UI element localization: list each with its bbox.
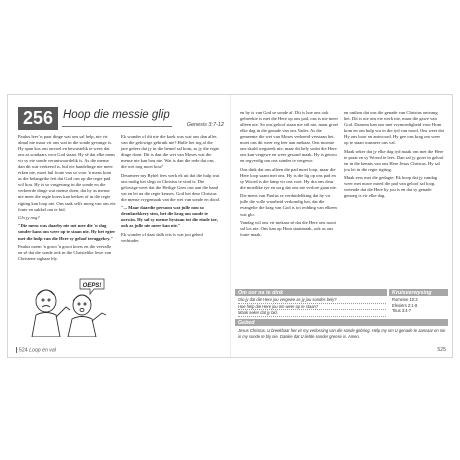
right-column-1 (240, 110, 339, 262)
speech-bubble-text: OEPS! (82, 283, 102, 289)
left-column-2 (121, 134, 220, 328)
man-figure (32, 290, 70, 337)
reflection-question: Hoe help die Here jou om weer op te staan? (238, 304, 386, 311)
body-paragraph: Maak eers met die gedagte: Ek hoop dat jy vandag weer met nuwe moed die pad van geloof sal loop, wetende dat die Here by jou is en dat sy genade genoeg is vir elke dag. (344, 175, 437, 199)
cross-reference: Efesiërs 2:1-8 (392, 302, 418, 308)
scripture-reference: Genesis 3:7-12 (186, 122, 224, 128)
body-paragraph: "... Maar daardie persoon wat julle nou so dronknekkery sien, het die krag om sonde te oorwin. Hy sal sy mense bystaan tot die einde toe, ook as julle nie meer kan nie." (121, 205, 218, 229)
devotion-number: 256 (18, 107, 58, 130)
body-paragraph: Ek wonder of dit nie die koek was wat ons dan alles van die gelowige gebruik nie? Hulle het tog al die jare geleer dat jy in die hemel sal kom, as jy die regte dinge doen. Dit is dan die wet van Moses wat die mense nie kan hou nie. Wat is dan die rede dat ons die wet nog moet hou? (121, 134, 220, 170)
book-spread (8, 95, 452, 357)
body-paragraph: Ek wonder of daar dalk iets is wat jou gebed verhinder. (121, 231, 203, 243)
body-paragraph: Deurmeer my Bybel lees werk ek uit dat die hulp wat ons nodig het slegs in Christus te vind is. Die gelowige weet dat die Heilige Gees ons aan die hand vat en lei na die regte keuses. God het deur Christus die mense vrygemaak van die wet van sonde en dood. (121, 172, 220, 202)
body-paragraph: Die mens van Paulus se verduideliking dat hy vir julle die volle waarheid verkondig het, dat die evangelie die krag van God is tot redding van elkeen wat glo. (240, 193, 337, 217)
prayer-heading: Gebed (235, 319, 448, 326)
reflection-questions (238, 297, 386, 317)
cartoon-illustration (22, 277, 110, 337)
reflection-heading: Om oor na te dink (235, 289, 387, 296)
body-paragraph: Vandag wil ons vir mekaar sê dat die Here ons nooit sal los nie. Ons kan op Hom staatmaak, ook as ons foute maak. (240, 219, 336, 238)
body-paragraph: Paulus leer 'n paar dinge wat ons sal help, nie vir almal nie maar vir ons wat in die sonde gevange is. Hy span kos om onvoel en bewustelik te wees dat ons as sondaars voor God staan. Hy sê dat elke mens vir sy eie sonde verantwoordelik is. As die mense dan dit wat verkeerd is, hul eie handelinge nie meer erken nie, moet hul foute van so voor 'n mens kom as die belangrike feit dat God ons op die regte pad wil hou. Hy is so vasgevang in die sonde en die verkeerde dinge wat mense doen, dat hy as mense nie meer die regte koers kan herken of in die regte rigting kan loop nie. Ons raak selfs moeg van ons eie foute en sukkel om te bid. (18, 134, 116, 212)
cross-reference-heading: Kruisverwysing (389, 289, 448, 296)
reflection-question: Glo jy dat die Here jou vergewe as jy jou sondes bely? (238, 297, 386, 304)
reflection-question: Maak seker dat jy bid. (238, 310, 386, 317)
prayer-text: Jesus Christus, U breekbaar het vir my verlossing van die sonde gebring. Help my om U genade te aanvaar en nie in my sonde te bly nie. Dankie dat U liefde sonder grense is. Amen. (238, 328, 446, 339)
body-paragraph: "Die mens was daarby nie net mee die 'n slag sonder kans om weer op te staan nie. Hy het egter met die hulp van die Here sy geloof teruggekry." (18, 223, 116, 241)
left-folio (14, 347, 56, 353)
body-paragraph: Ons dink dat ons alleen die pad moet loop, maar die Here loop saam met ons. Hy is die lig op ons pad en sy Woord is die lamp vir ons voet. Hy dra ons deur die moeilike tye en sorg dat ons nie verlore gaan nie. (240, 166, 337, 190)
left-page-number: 524 (19, 347, 28, 353)
right-folio (437, 347, 446, 353)
cross-reference-list (392, 297, 448, 314)
body-paragraph: Glo jy nog? (18, 215, 40, 220)
woman-figure (68, 295, 106, 337)
left-running-title: Loop en val (29, 347, 56, 353)
body-paragraph: en hy is van God se sonde af. Dit is hoe ons ook gebreekte is met die Here op ons pad, ons is nie meer alleen nie. So ons geloof staan nie stil nie, maar groei elke dag in die genade van ons Vader. As die gemeente die wet van Moses verkeerd verstaan het, moet ons dit weer reg leer aan mekaar. Ons moenie ons skuld wegsteek nie, maar dit bely sodat die Here ons kan vergewe en weer gesond maak. Hy is getrou en regverdig om ons sondes te vergewe. (240, 110, 339, 164)
right-column-2 (344, 110, 444, 262)
right-page-number: 525 (437, 347, 446, 353)
title-rule (62, 126, 172, 127)
devotion-title: Hoop die messie glip (63, 109, 170, 121)
left-page (8, 95, 230, 357)
cross-reference: Romeine 10:3 (392, 297, 418, 302)
body-paragraph: en onthou dat ons die genade van Christus ontvang het. Dit is nie ons eie werk nie, maar die gawe van God. Daarom kan ons met vrymoedigheid voor Hom kom en om hulp vra in die tyd van nood. Ons weet dat Hy ons hoor en antwoord. Hy gee ons krag om weer op te staan wanneer ons val. (344, 110, 444, 146)
body-paragraph: Paulus noem 'n groot 'n groot koers en die vervalle en sê dat die sonde ook in die Christelike lewe van Christene sigbaar bly. (18, 243, 112, 262)
body-paragraph: Maak seker dat jy elke dag tyd maak om met die Here te praat en sy Woord te lees. Dan sal jy groei in geloof en in die kennis van ons Here Jesus Christus. Hy sal jou lei in die regte rigting. (344, 148, 444, 172)
cross-reference: Titus 3:4-7 (392, 308, 412, 314)
right-page (231, 95, 452, 357)
